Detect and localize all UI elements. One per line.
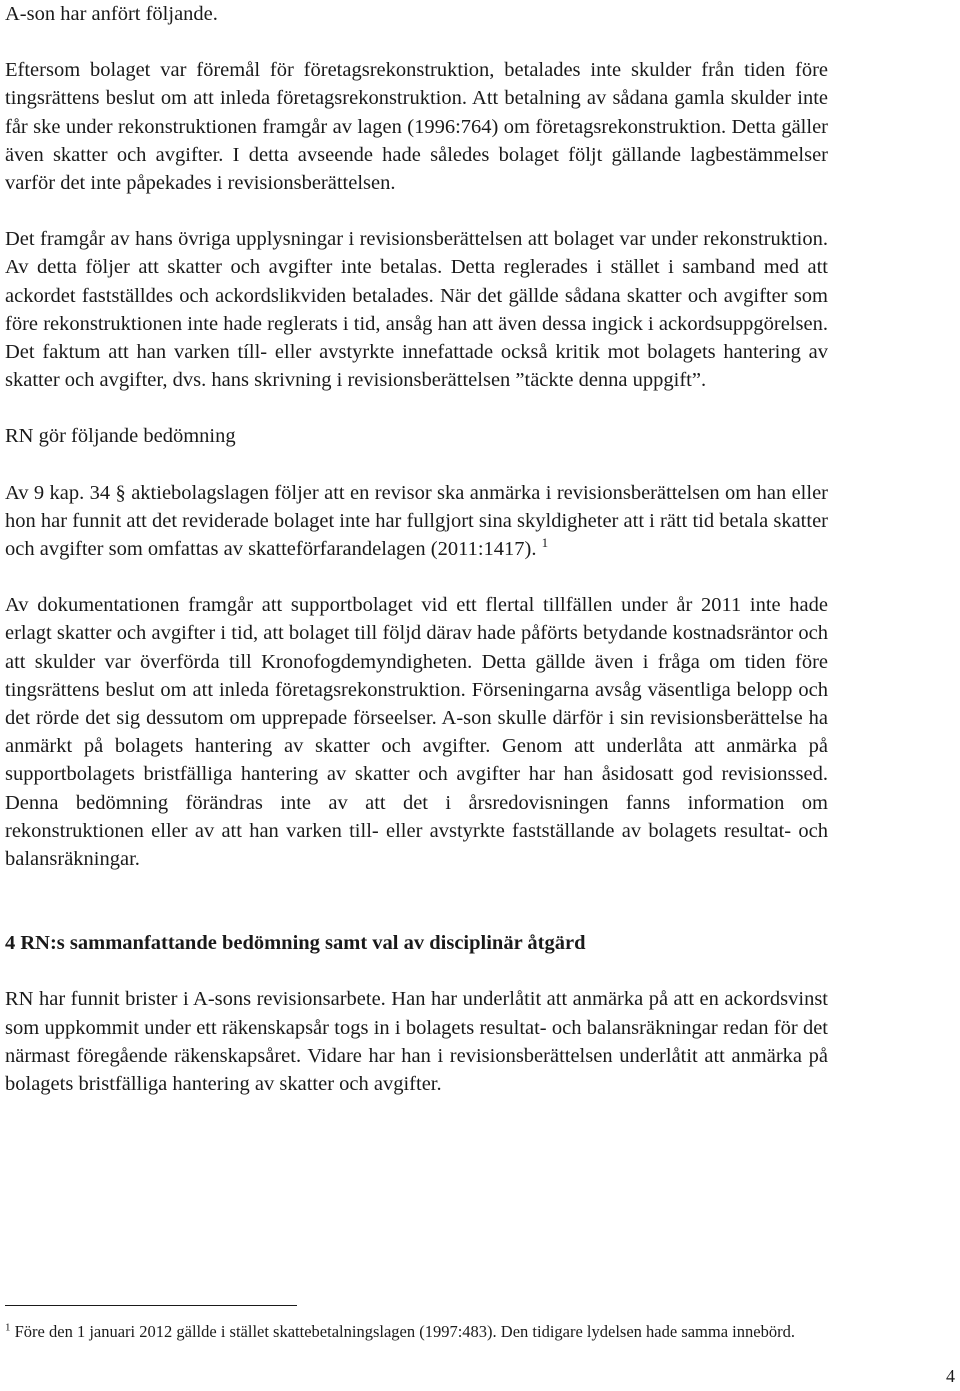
argument-paragraph-1: Eftersom bolaget var föremål för företagsrekonstruktion, betalades inte skulder från tiden före tingsrättens beslut om att inleda företagsrekonstruktion. Att betalning av sådana gamla skulder inte får ske under rekonstruktionen framgår av lagen (1996:764) om företagsrekonstruktion. Detta gäller även skatter och avgifter. I detta avseende hade således bolaget följt gällande lagbestämmelser varför det inte påpekades i revisionsberättelsen. xyxy=(5,59,828,195)
footnote-text: Före den 1 januari 2012 gällde i stället skattebetalningslagen (1997:483). Den tidigare lydelsen hade samma innebörd. xyxy=(14,1322,795,1341)
footnote-reference: 1 xyxy=(541,535,549,551)
assessment-paragraph-1 xyxy=(5,479,828,564)
summary-paragraph: RN har funnit brister i A-sons revisionsarbete. Han har underlåtit att anmärka på att en ackordsvinst som uppkommit under ett räkenskapsår togs in i bolagets resultat- och balansräkningar redan för det närmast föregående räkenskapsåret. Vidare har han i revisionsberättelsen underlåtit att anmärka på bolagets bristfälliga hantering av skatter och avgifter. xyxy=(5,988,828,1096)
assessment-paragraph-1-text: Av 9 kap. 34 § aktiebolagslagen följer att en revisor ska anmärka i revisionsberättelsen om han eller hon har funnit att det reviderade bolaget inte har fullgjort sina skyldigheter att i rätt tid betala skatter och avgifter som omfattas av skatteförfarandelagen (2011:1417). xyxy=(5,481,828,561)
footnote-separator xyxy=(5,1305,297,1306)
footnote-marker: 1 xyxy=(5,1321,11,1334)
assessment-label: RN gör följande bedömning xyxy=(5,425,236,448)
footnote xyxy=(5,1320,828,1344)
section-heading: 4 RN:s sammanfattande bedömning samt val av disciplinär åtgärd xyxy=(5,932,586,955)
assessment-paragraph-2: Av dokumentationen framgår att supportbolaget vid ett flertal tillfällen under år 2011 inte hade erlagt skatter och avgifter i tid, att bolaget till följd därav hade påförts betydande kostnadsräntor och att skulder var överförda till Kronofogdemyndigheten. Detta gällde även i fråga om tiden före tingsrättens beslut om att inleda företagsrekonstruktion. Förseningarna avsåg väsentliga belopp och det rörde det sig dessutom om upprepade förseelser. A-son skulle därför i sin revisionsberättelse ha anmärkt på bolagets hantering av skatter och avgifter. Genom att underlåta att anmärka på supportbolagets bristfälliga hantering av skatter och avgifter har han åsidosatt god revisionssed. Denna bedömning förändras inte av att det i årsredovisningen fanns information om rekonstruktionen eller av att han varken till- eller avstyrkte fastställande av bolagets resultat- och balansräkningar. xyxy=(5,594,828,871)
argument-paragraph-2: Det framgår av hans övriga upplysningar i revisionsberättelsen att bolaget var under rekonstruktion. Av detta följer att skatter och avgifter inte betalas. Detta reglerades i stället i samband med att ackordet fastställdes och ackordslikviden betalades. När det gällde sådana skatter och avgifter som före rekonstruktionen inte hade reglerats i tid, ansåg han att även dessa ingick i ackordsuppgörelsen. Det faktum att han varken tíll- eller avstyrkte innefattade också kritik mot bolagets hantering av skatter och avgifter, dvs. hans skrivning i revisionsberättelsen ”täckte denna uppgift”. xyxy=(5,228,828,392)
intro-paragraph: A-son har anfört följande. xyxy=(5,3,218,25)
page-number: 4 xyxy=(946,1366,955,1386)
document-page xyxy=(5,0,828,1098)
